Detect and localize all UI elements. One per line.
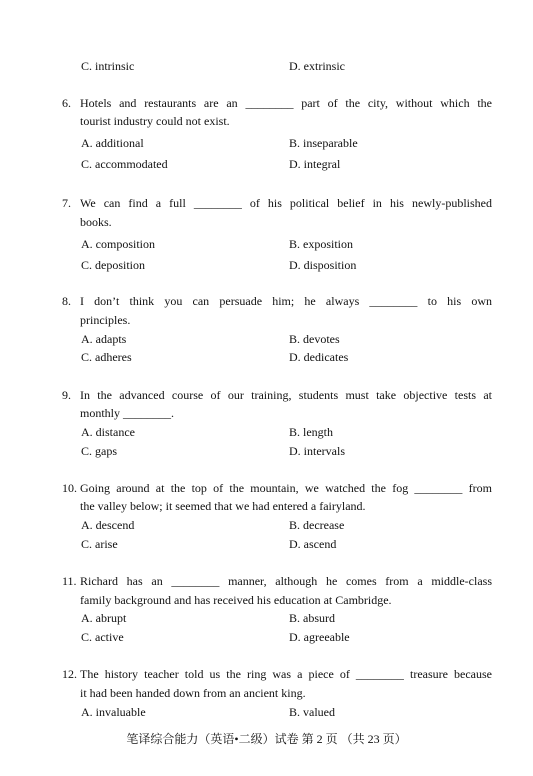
- option-c: C. adheres: [81, 350, 132, 364]
- question-number: 12.: [62, 667, 77, 681]
- question-text-line2: principles.: [80, 313, 131, 327]
- question-number: 8.: [62, 294, 71, 308]
- option-b: B. exposition: [289, 237, 354, 251]
- question-text-line2: monthly ________.: [80, 406, 175, 420]
- option-c: C. active: [81, 630, 124, 644]
- question-number: 11.: [62, 574, 77, 588]
- option-d: D. agreeable: [289, 630, 350, 644]
- question-text-line1: The history teacher told us the ring was a piece of ________ treasure because: [80, 667, 492, 681]
- option-d: D. integral: [289, 157, 341, 171]
- question-text-line1: In the advanced course of our training, students must take objective tests at: [80, 388, 492, 402]
- question-text-line2: books.: [80, 215, 112, 229]
- option-a: A. descend: [81, 518, 135, 532]
- question-text-line2: family background and has received his education at Cambridge.: [80, 593, 392, 607]
- option-b: B. length: [289, 425, 333, 439]
- question-text-line2: it had been handed down from an ancient king.: [80, 686, 306, 700]
- option-c: C. intrinsic: [81, 59, 135, 73]
- option-a: A. adapts: [81, 332, 127, 346]
- option-c: C. deposition: [81, 258, 146, 272]
- option-c: C. accommodated: [81, 157, 168, 171]
- option-b: B. valued: [289, 705, 335, 719]
- question-text-line1: Hotels and restaurants are an ________ part of the city, without which the: [80, 96, 492, 110]
- option-a: A. abrupt: [81, 611, 127, 625]
- option-d: D. extrinsic: [289, 59, 345, 73]
- option-d: D. ascend: [289, 537, 337, 551]
- page-footer: 笔译综合能力（英语•二级）试卷 第 2 页 （共 23 页）: [126, 732, 407, 746]
- question-text-line2: the valley below; it seemed that we had entered a fairyland.: [80, 499, 366, 513]
- question-number: 10.: [62, 481, 77, 495]
- question-text-line1: Richard has an ________ manner, although he comes from a middle-class: [80, 574, 492, 588]
- option-c: C. gaps: [81, 444, 117, 458]
- option-a: A. additional: [81, 136, 144, 150]
- question-number: 6.: [62, 96, 71, 110]
- question-text-line1: I don’t think you can persuade him; he always ________ to his own: [80, 294, 492, 308]
- option-b: B. devotes: [289, 332, 340, 346]
- option-a: A. distance: [81, 425, 135, 439]
- option-c: C. arise: [81, 537, 118, 551]
- option-b: B. inseparable: [289, 136, 358, 150]
- question-number: 7.: [62, 196, 71, 210]
- option-b: B. decrease: [289, 518, 345, 532]
- option-d: D. disposition: [289, 258, 357, 272]
- question-number: 9.: [62, 388, 71, 402]
- question-text-line1: Going around at the top of the mountain, we watched the fog ________ from: [80, 481, 492, 495]
- option-a: A. invaluable: [81, 705, 146, 719]
- option-d: D. intervals: [289, 444, 345, 458]
- question-text-line1: We can find a full ________ of his political belief in his newly-published: [80, 196, 492, 210]
- option-b: B. absurd: [289, 611, 335, 625]
- question-text-line2: tourist industry could not exist.: [80, 114, 230, 128]
- option-d: D. dedicates: [289, 350, 349, 364]
- option-a: A. composition: [81, 237, 155, 251]
